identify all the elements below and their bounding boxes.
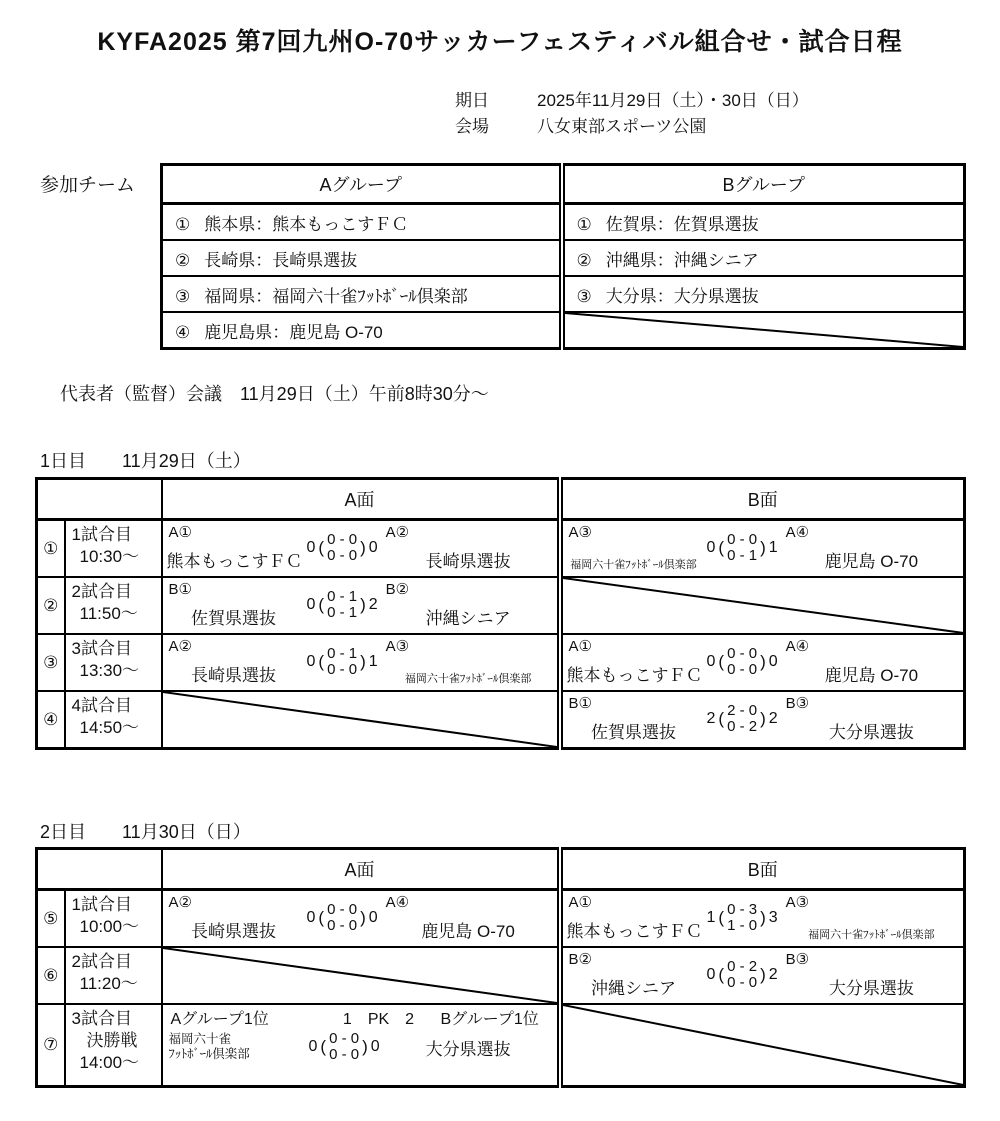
row-number: ① [37,520,65,578]
row-number: ⑥ [37,947,65,1004]
home-total: 0 [306,909,316,926]
paren-open: ( [318,538,325,557]
paren-close: ) [360,652,366,671]
home-total: 0 [706,653,716,670]
half2: 0 - 0 [727,661,758,678]
team-text: 佐賀県：佐賀県選抜 [605,214,759,234]
match-label: 4試合目 [71,696,132,715]
paren-open: ( [318,908,325,927]
day1-match-row-1 [37,520,965,578]
home-name: 長崎県選抜 [191,922,276,941]
match-time: 14:50～ [79,718,140,737]
match-time: 14:00～ [79,1053,140,1072]
pitch-b-header: B面 [560,479,965,520]
score [301,589,384,621]
diagonal-strike-icon [563,1005,964,1085]
paren-open: ( [718,538,725,557]
participants-row-1 [162,204,965,241]
group-a-winner-label: Aグループ1位 [170,1011,269,1028]
empty-match-cell [162,947,560,1004]
match-time: 10:00～ [79,917,140,936]
paren-close: ) [760,709,766,728]
half1: 0 - 0 [327,901,358,918]
team-cell-b2 [562,240,965,276]
participants-row-3 [162,276,965,312]
score [303,1031,386,1063]
diagonal-strike-icon [163,948,557,1003]
home-team [567,524,701,572]
day1-schedule-table [35,477,966,750]
event-meta [455,88,809,140]
paren-open: ( [718,709,725,728]
home-name: 熊本もっこすＦＣ [566,666,703,685]
final-label: 決勝戦 [86,1031,138,1050]
pitch-a-header: A面 [162,479,560,520]
paren-open: ( [318,595,325,614]
half-scores [325,589,359,621]
team-num: ④ [175,322,191,342]
event-date-row [455,88,809,114]
paren-close: ) [760,908,766,927]
home-name: 福岡六十雀ﾌｯﾄﾎﾞｰﾙ倶楽部 [570,559,697,571]
day2-final-row [37,1004,965,1087]
event-venue-row [455,114,809,140]
team-cell-a4 [162,312,562,349]
away-team [384,524,553,572]
away-team [784,695,959,743]
half1: 0 - 2 [727,958,758,975]
match-cell-b [560,691,965,749]
diagonal-strike-icon [563,578,964,633]
match [563,521,964,576]
home-total: 0 [306,596,316,613]
home-team [567,951,701,999]
home-total: 0 [706,539,716,556]
half-scores [725,902,759,934]
away-total: 0 [370,1038,380,1055]
team-text: 鹿児島県：鹿児島 O-70 [204,322,383,342]
half1: 0 - 0 [327,531,358,548]
day1-heading: 1日目 11月29日（土） [40,451,251,471]
away-name: 鹿児島 O-70 [421,922,515,941]
paren-open: ( [718,652,725,671]
away-team [784,894,959,942]
team-text: 福岡県：福岡六十雀ﾌｯﾄﾎﾞｰﾙ倶楽部 [204,286,468,306]
row-number: ⑦ [37,1004,65,1087]
pitch-b-header: B面 [560,849,965,890]
half2: 0 - 2 [727,718,758,735]
half2: 0 - 0 [727,974,758,991]
home-team [567,894,701,942]
score [701,902,784,934]
home-slot: A① [568,638,592,655]
match-time-cell [65,577,162,634]
group-b-winner-label: Bグループ1位 [440,1011,539,1028]
home-team [169,1032,303,1062]
match-time: 10:30～ [79,547,140,566]
empty-cell-group-b [562,312,965,349]
page-title: KYFA2025 第7回九州O-70サッカーフェスティバル組合せ・試合日程 [97,28,903,56]
match-cell-a [162,577,560,634]
paren-close: ) [760,965,766,984]
day2-match-row-1 [37,890,965,948]
half2: 0 - 1 [327,604,358,621]
match-time-cell [65,1004,162,1087]
away-slot: B③ [785,951,810,968]
match-cell-b [560,947,965,1004]
away-name: 福岡六十雀ﾌｯﾄﾎﾞｰﾙ倶楽部 [808,929,935,941]
pitch-a-header: A面 [162,849,560,890]
match-cell-b [560,890,965,948]
team-cell-b3 [562,276,965,312]
row-number: ⑤ [37,890,65,948]
corner-cell [37,479,162,520]
score [701,703,784,735]
away-total: 1 [768,539,778,556]
participants-row-4 [162,312,965,349]
paren-open: ( [320,1037,327,1056]
day1-header-row [37,479,965,520]
half-scores [725,703,759,735]
match-label: 1試合目 [71,525,132,544]
home-team [567,638,701,686]
home-name-line1: 福岡六十雀 [168,1032,232,1046]
match [163,521,557,576]
away-slot: A③ [385,638,410,655]
away-slot: A④ [785,638,810,655]
half1: 0 - 1 [327,588,358,605]
home-slot: B② [568,951,592,968]
match-time-cell [65,890,162,948]
team-num: ② [576,250,592,270]
home-team [167,524,301,572]
paren-close: ) [360,538,366,557]
away-total: 1 [368,653,378,670]
group-b-header: Bグループ [562,165,965,204]
away-team: 大分県選抜 [425,1039,511,1059]
match-cell-b [560,634,965,691]
home-total: 0 [706,966,716,983]
match [563,635,964,690]
match-time: 13:30～ [79,661,140,680]
group-a-header: Aグループ [162,165,562,204]
home-name: 熊本もっこすＦＣ [566,922,703,941]
away-name: 鹿児島 O-70 [824,552,919,571]
team-text: 大分県：大分県選抜 [605,286,759,306]
final-match [169,1031,551,1063]
paren-open: ( [318,652,325,671]
half2: 1 - 0 [727,917,758,934]
empty-match-cell [560,577,965,634]
day2-match-row-2 [37,947,965,1004]
away-name: 大分県選抜 [828,723,914,742]
away-total: 0 [368,539,378,556]
home-slot: B① [168,581,192,598]
managers-meeting-note: 代表者（監督）会議 11月29日（土）午前8時30分～ [60,384,489,404]
match-cell-a [162,520,560,578]
row-number: ④ [37,691,65,749]
row-number: ③ [37,634,65,691]
match-label: 2試合目 [71,582,132,601]
match-time-cell [65,691,162,749]
team-num: ③ [175,286,191,306]
home-name: 沖縄シニア [591,979,676,998]
half1: 0 - 0 [727,645,758,662]
match-time: 11:50～ [79,604,138,623]
home-slot: A③ [568,524,592,541]
match-cell-a [162,634,560,691]
home-total: 0 [306,539,316,556]
away-total: 2 [768,966,778,983]
home-total: 0 [306,653,316,670]
away-name: 福岡六十雀ﾌｯﾄﾎﾞｰﾙ倶楽部 [404,673,532,685]
home-slot: A② [168,894,192,911]
team-cell-a2 [162,240,562,276]
match-label: 1試合目 [71,895,132,914]
paren-close: ) [760,538,766,557]
match-label: 3試合目 [71,639,132,658]
date-label: 期日 [455,91,489,110]
venue-value: 八女東部スポーツ公園 [537,117,707,136]
team-cell-a1 [162,204,562,241]
paren-open: ( [718,908,725,927]
day1-match-row-4 [37,691,965,749]
participants-row-2 [162,240,965,276]
match [163,578,557,633]
half-scores [327,1031,361,1063]
paren-close: ) [760,652,766,671]
match-time-cell [65,520,162,578]
home-team [167,638,301,686]
team-text: 熊本県：熊本もっこすＦＣ [204,214,409,234]
team-cell-b1 [562,204,965,241]
home-team [567,695,701,743]
day2-heading: 2日目 11月30日（日） [40,822,251,842]
home-slot: A① [168,524,192,541]
half-scores [325,646,359,678]
half1: 2 - 0 [727,702,758,719]
home-name: 熊本もっこすＦＣ [166,552,303,571]
away-team [784,638,959,686]
paren-close: ) [362,1037,368,1056]
match-time: 11:20～ [79,974,138,993]
half-scores [325,532,359,564]
match [563,948,964,1003]
half2: 0 - 0 [329,1046,360,1063]
away-team [384,894,553,942]
away-name: 鹿児島 O-70 [824,666,919,685]
score [701,959,784,991]
half1: 0 - 0 [727,531,758,548]
away-name: 大分県選抜 [828,979,914,998]
corner-cell [37,849,162,890]
away-slot: A④ [785,524,810,541]
participants-header-row [162,165,965,204]
away-team [784,524,959,572]
half2: 0 - 1 [727,547,758,564]
day2-schedule-table [35,847,966,1088]
team-num: ① [576,214,592,234]
day1-match-row-3 [37,634,965,691]
away-team [384,581,553,629]
away-slot: A③ [785,894,810,911]
half2: 0 - 0 [327,661,358,678]
pk-score: 1 PK 2 [342,1011,415,1028]
diagonal-strike-icon [565,313,964,347]
away-name: 沖縄シニア [425,609,511,628]
team-num: ② [175,250,191,270]
away-total: 3 [768,909,778,926]
team-cell-a3 [162,276,562,312]
away-slot: A④ [385,894,410,911]
away-slot: A② [385,524,410,541]
participants-label: 参加チーム [40,175,136,196]
paren-close: ) [360,595,366,614]
final-match-cell [162,1004,560,1087]
home-name: 長崎県選抜 [191,666,276,685]
paren-open: ( [718,965,725,984]
score [301,532,384,564]
date-value: 2025年11月29日（土）・30日（日） [537,91,809,110]
empty-match-cell [162,691,560,749]
match-cell-a [162,890,560,948]
home-name: 佐賀県選抜 [591,723,676,742]
score [301,902,384,934]
match-label: 3試合目 [71,1009,132,1028]
team-num: ① [175,214,191,234]
match [563,891,964,946]
day2-header-row [37,849,965,890]
score [301,646,384,678]
score [701,646,784,678]
half-scores [725,532,759,564]
home-total: 2 [706,710,716,727]
half-scores [325,902,359,934]
half1: 0 - 3 [727,901,758,918]
away-total: 2 [368,596,378,613]
match [163,635,557,690]
match [163,891,557,946]
half-scores [725,959,759,991]
half2: 0 - 0 [327,547,358,564]
match-cell-b [560,520,965,578]
pk-result-line [169,1010,551,1030]
away-total: 0 [768,653,778,670]
away-slot: B② [385,581,410,598]
home-slot: A① [568,894,592,911]
diagonal-strike-icon [163,692,557,747]
match-time-cell [65,947,162,1004]
team-num: ③ [576,286,592,306]
home-team [167,894,301,942]
day1-match-row-2 [37,577,965,634]
home-total: 0 [308,1038,318,1055]
home-name: 佐賀県選抜 [191,609,276,628]
home-slot: B① [568,695,592,712]
venue-label: 会場 [455,117,489,136]
empty-match-cell [560,1004,965,1087]
participants-table [160,163,966,350]
match-time-cell [65,634,162,691]
away-total: 2 [768,710,778,727]
match [563,692,964,747]
home-slot: A② [168,638,192,655]
away-slot: B③ [785,695,810,712]
away-team [384,638,553,686]
match-label: 2試合目 [71,952,132,971]
away-team [784,951,959,999]
team-text: 長崎県：長崎県選抜 [204,250,358,270]
score [701,532,784,564]
half1: 0 - 0 [329,1030,360,1047]
row-number: ② [37,577,65,634]
home-total: 1 [706,909,716,926]
half-scores [725,646,759,678]
half2: 0 - 0 [327,917,358,934]
paren-close: ) [360,908,366,927]
away-total: 0 [368,909,378,926]
away-name: 長崎県選抜 [425,552,511,571]
home-team [167,581,301,629]
home-name-line2: ﾌｯﾄﾎﾞｰﾙ倶楽部 [168,1047,250,1061]
team-text: 沖縄県：沖縄シニア [605,250,759,270]
half1: 0 - 1 [327,645,358,662]
